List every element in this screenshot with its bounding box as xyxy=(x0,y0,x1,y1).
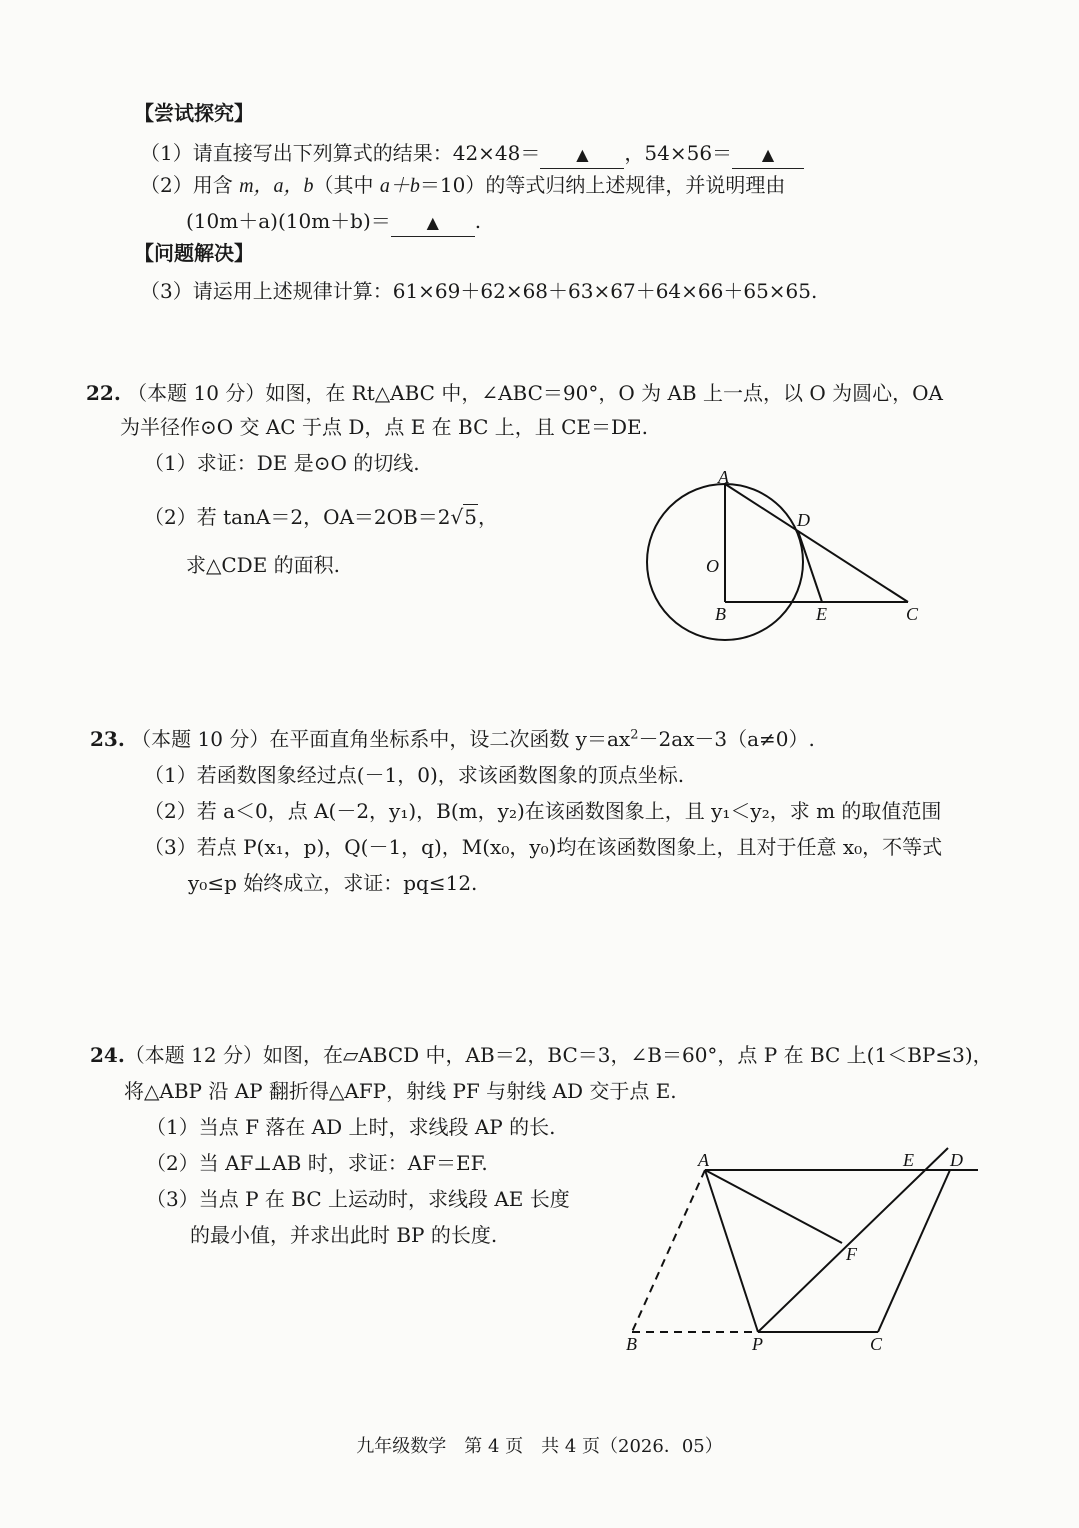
label-a: A xyxy=(698,1150,709,1170)
q24-part3-line2: 的最小值，并求出此时 BP 的长度. xyxy=(190,1223,498,1247)
q24-part3: （3）当点 P 在 BC 上运动时，求线段 AE 长度 xyxy=(146,1187,570,1211)
q21-part3: （3）请运用上述规律计算：61×69＋62×68＋63×67＋64×66＋65×65. xyxy=(140,279,818,303)
q22-line2: 为半径作⊙O 交 AC 于点 D，点 E 在 BC 上，且 CE＝DE. xyxy=(120,415,649,439)
label-a: A xyxy=(718,467,729,487)
q23-part3: （3）若点 P(x₁，p)，Q(－1，q)，M(x₀，y₀)均在该函数图象上，且对于任意 x₀，不等式 xyxy=(144,835,943,859)
label-d: D xyxy=(797,510,810,530)
label-f: F xyxy=(846,1244,857,1264)
q22-part2: （2）若 tanA＝2，OA＝2OB＝2√5， xyxy=(144,505,498,529)
q23-part3-line2: y₀≤p 始终成立，求证：pq≤12. xyxy=(188,871,478,895)
label-e: E xyxy=(816,604,827,624)
label-d: D xyxy=(950,1150,963,1170)
segment-ab-dashed xyxy=(632,1170,705,1332)
label-b: B xyxy=(626,1334,637,1354)
q23-part1: （1）若函数图象经过点(－1，0)，求该函数图象的顶点坐标. xyxy=(144,763,685,787)
q22-header: 22. （本题 10 分）如图，在 Rt△ABC 中，∠ABC＝90°，O 为 AB 上一点，以 O 为圆心，OA xyxy=(86,381,943,405)
q24-part1: （1）当点 F 落在 AD 上时，求线段 AP 的长. xyxy=(146,1115,556,1139)
answer-blank-1: ▲ xyxy=(540,140,624,169)
answer-blank-3: ▲ xyxy=(391,208,475,237)
page-footer: 九年级数学 第 4 页 共 4 页（2026．05） xyxy=(356,1436,723,1457)
problem-solve-heading: 【问题解决】 xyxy=(134,241,254,265)
answer-blank-2: ▲ xyxy=(732,140,804,169)
label-o: O xyxy=(706,556,719,576)
label-e: E xyxy=(903,1150,914,1170)
q21-part1: （1）请直接写出下列算式的结果：42×48＝ ▲ ，54×56＝ ▲ xyxy=(140,140,804,169)
try-explore-heading: 【尝试探究】 xyxy=(134,101,254,125)
q23-part2: （2）若 a＜0，点 A(－2，y₁)，B(m，y₂)在该函数图象上，且 y₁＜y₂，求 m 的取值范围 xyxy=(144,799,942,823)
label-c: C xyxy=(870,1334,883,1354)
q22-part2-line2: 求△CDE 的面积. xyxy=(186,553,341,577)
segment-cd xyxy=(878,1170,950,1332)
q24-line2: 将△ABP 沿 AP 翻折得△AFP，射线 PF 与射线 AD 交于点 E. xyxy=(124,1079,677,1103)
label-b: B xyxy=(715,604,726,624)
q21-part2: （2）用含 m，a，b（其中 a＋b＝10）的等式归纳上述规律，并说明理由 xyxy=(140,173,786,197)
label-p: P xyxy=(752,1334,763,1354)
label-c: C xyxy=(906,604,919,624)
q24-part2: （2）当 AF⊥AB 时，求证：AF＝EF. xyxy=(146,1151,488,1175)
q22-part1: （1）求证：DE 是⊙O 的切线. xyxy=(144,451,420,475)
q24-header: 24.（本题 12 分）如图，在▱ABCD 中，AB＝2，BC＝3，∠B＝60°，点 P 在 BC 上(1＜BP≤3)， xyxy=(90,1043,993,1067)
q21-part2-expression: (10m＋a)(10m＋b)＝ ▲ . xyxy=(186,208,481,237)
q23-header: 23. （本题 10 分）在平面直角坐标系中，设二次函数 $y=ax^2-2ax-3(a\ne 0)$. xyxy=(90,727,815,751)
